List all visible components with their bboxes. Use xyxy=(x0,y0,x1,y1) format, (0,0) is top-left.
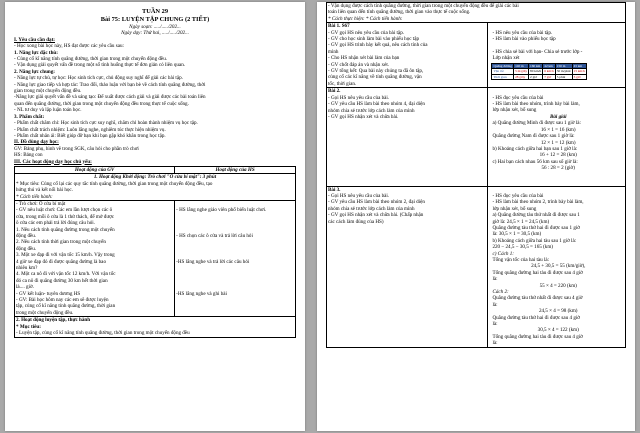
bai1-hs-line: - HS chia sẻ bài với bạn- Chia sẻ trước lớp - xyxy=(492,48,583,55)
bai2-gv-line: nhóm chia sẻ trước lớp cách làm của mình xyxy=(328,107,415,114)
objective-line: -Năng lực giải quyết vấn đề và sáng tạo: Để xuất được cách giải và giải được các bài toán liên xyxy=(14,94,206,101)
activity1-goal-cont: hứng thú và kết nối bài học. xyxy=(16,187,73,194)
bai2-gv-cell xyxy=(327,88,488,186)
objective-line: II. Đồ dùng dạy học: xyxy=(14,139,59,146)
gv-line: - Trò chơi: Ô cửa bí mật xyxy=(16,200,66,207)
gv-line: 2. Nêu cách tính thời gian trong một chuyển xyxy=(16,239,106,246)
speed-table-cell: 80 km/h xyxy=(530,69,542,74)
bai3-hs-line: giờ là: 24,5 × 1 = 24,5 (km) xyxy=(492,218,550,225)
gv-line: động đều. xyxy=(16,233,37,239)
bai1-gv-line: củng cố các kĩ năng về tính quãng đường, vận xyxy=(328,74,422,81)
bai1-gv-line: tốc, thời gian. xyxy=(328,80,357,87)
speed-table-cell: 42 km xyxy=(543,63,556,69)
bai3-gv-line: nhóm chia sẻ trước lớp cách làm của mình xyxy=(328,205,415,212)
bai2-hs-line: - HS làm bài theo nhóm, trình bày bài làm, xyxy=(492,101,580,108)
speed-table-cell: 6 km/h xyxy=(544,69,554,74)
bai3-hs-line: là: xyxy=(492,301,498,308)
bai1-hs-cell xyxy=(488,23,626,88)
objective-line: - Phẩm chất nhân ái: Biết giúp đỡ bạn khi bạn gặp khó khăn trong học tập. xyxy=(14,132,166,139)
document-page-left xyxy=(5,2,305,431)
activity1-header xyxy=(15,174,296,201)
objective-line: - Năng lực tự chủ, tự học: Học sinh tích cực, chủ động suy nghĩ để giải các bài tập. xyxy=(14,75,183,82)
activity1-title: 1. Hoạt động Khởi động: Trò chơi "Ô cửa bí mật": 3 phút xyxy=(93,174,217,181)
document-page-right xyxy=(317,2,635,431)
bai3-hs-line: Cách 2: xyxy=(492,289,509,296)
bai2-hs-line: lớp nhận xét, bổ sung xyxy=(492,107,537,114)
bai3-hs-line: 24,5 + 30,5 = 55 (km/giờ), xyxy=(531,263,586,270)
bai3-hs-line: Tổng quãng đường hai tàu đi được sau 4 giờ xyxy=(492,333,583,340)
bai3-hs-line: là: xyxy=(492,321,498,328)
gv-line: - GV nêu luật chơi: Các em lần lượt chọn các ô xyxy=(16,207,113,214)
speed-table-cell: 140 m xyxy=(514,63,529,69)
bai1-gv-line: - GV tổng kết: Qua bài này chúng ta đã ôn tập, xyxy=(328,68,424,75)
speed-table-cell: 5 phút xyxy=(555,74,572,80)
speed-table-row xyxy=(492,74,586,80)
speed-table-cell: Quãng đường xyxy=(493,63,513,68)
bai3-gv-line: - Gọi HS nêu yêu cầu của bài. xyxy=(328,192,390,199)
bai2-hs-line: - HS đọc yêu cầu của bài xyxy=(492,94,544,101)
objectives-section xyxy=(14,37,296,165)
bai1-gv-line: - GV gọi HS trình bày kết quả, nêu cách tính của xyxy=(328,42,428,49)
bai1-gv-line: - GV cho học sinh làm bài vào phiếu học tập xyxy=(328,36,420,43)
bai1-gv-line: - GV gọi HS nêu yêu cầu của bài tập. xyxy=(328,29,405,36)
activity2-title: 2. Hoạt động luyện tập, thực hành xyxy=(16,317,91,324)
bai2-hs-line: 16 + 12 = 28 (km) xyxy=(539,152,577,159)
bai1-gv-cell xyxy=(327,23,488,88)
gv-line: đó ca nô đi quãng đường 30 km hết thời gian xyxy=(16,277,108,284)
objective-line: - Phẩm chất trách nhiệm: Luôn lắng nghe, nghiêm túc thực hiện nhiệm vụ. xyxy=(14,126,166,133)
bai3-hs-line: Quãng đường tàu thứ nhất đi được sau 4 giờ xyxy=(492,295,583,302)
objective-line: III. Các hoạt động dạy học chủ yếu: xyxy=(14,158,92,165)
bai3-hs-cell xyxy=(488,186,626,347)
bai2-label: Bài 2. xyxy=(328,88,341,95)
activity1-method: * Cách tiến hành: xyxy=(16,193,53,200)
bai2-gv-line: - Gọi HS nêu yêu cầu của bài. xyxy=(328,94,390,101)
bai3-label: Bài 3. xyxy=(328,186,341,193)
gv-line: 3. Một xe đạp đi với vận tốc 15 km/h. Vậy trong xyxy=(16,252,115,259)
bai2-hs-line: a) Quãng đường Minh đi được sau 1 giờ là: xyxy=(492,120,581,127)
week-heading: TUẦN 29 xyxy=(141,8,169,15)
bai1-hs-line: - HS nêu yêu cầu của bài tập. xyxy=(492,29,553,36)
gv-line: 4 giờ xe đạp đó đi được quãng đường là bao xyxy=(16,258,106,265)
speed-table-cell: 2 giờ xyxy=(529,74,543,80)
bai1-hs-line: Lớp nhận xét xyxy=(492,55,520,62)
objective-line: quan đến quãng đường, thời gian trong một chuyển động đều trong thực tế cuộc sống. xyxy=(14,100,189,107)
bai3-hs-line: c) Cách 1: xyxy=(492,250,514,257)
objective-line: - Năng lực giao tiếp và hợp tác: Trao đổi, thảo luận với bạn bè về cách tính quãng đường, thời xyxy=(14,81,206,88)
objective-line: - NL tư duy và lập luận toán học. xyxy=(14,107,82,114)
objective-line: - Củng cố kĩ năng tính quãng đường, thời gian trong một chuyển động đều. xyxy=(14,56,168,63)
objective-line: - Phẩm chất chăm chỉ: Học sinh tích cực suy nghĩ, chăm chỉ hoàn thành nhiệm vụ học tập. xyxy=(14,120,198,127)
intro-line-3: * Cách thực hiện: * Cách tiến hành: xyxy=(328,15,403,22)
bai2-hs-cell xyxy=(488,88,626,186)
bai3-gv-line: các cách làm đúng của HS) xyxy=(328,218,384,225)
speed-table-cell: 28 giây xyxy=(514,74,529,80)
bai3-hs-line: Tổng vận tốc của hai tàu là: xyxy=(492,257,550,263)
practice-table xyxy=(326,2,626,348)
hs-activity-cell xyxy=(175,200,296,316)
speed-table-cell: 160 km xyxy=(529,63,543,69)
objective-line: I. Yêu cầu cần đạt: xyxy=(14,36,55,43)
bai3-hs-line: là: xyxy=(492,340,498,347)
speed-table-cell: Thời gian xyxy=(492,74,514,80)
bai2-hs-line: Bài giải xyxy=(549,113,567,120)
speed-table-cell: 3 giờ xyxy=(572,74,586,80)
hs-line: - HS lắng nghe giáo viên phổ biến luật chơi. xyxy=(176,207,267,214)
speed-table-cell: 30 m/phút xyxy=(556,69,571,74)
bai3-hs-line: Tổng quãng đường hai tàu đi được sau 4 giờ xyxy=(492,269,583,276)
bai3-hs-line: 55 × 4 = 220 (km) xyxy=(539,282,577,289)
objective-line: HS: Bảng con xyxy=(14,152,43,159)
gv-line: tập, củng cố kĩ năng tính quãng đường, thời gian xyxy=(16,303,116,310)
activity2-goal-label: * Mục tiêu: xyxy=(16,323,41,330)
gv-line: - GV kết luận- tuyên dương HS xyxy=(16,290,81,297)
bai3-hs-line: là: xyxy=(492,276,498,283)
date-taught: Ngày dạy: Thứ hai, ...../...../202... xyxy=(121,30,189,37)
objective-line: - Học xong bài học này, HS đạt được các yêu cầu sau: xyxy=(14,43,124,50)
bai3-hs-line: Quãng đường tàu thứ hai đi được sau 4 giờ xyxy=(492,314,580,321)
speed-table-cell: Vận tốc xyxy=(492,69,514,75)
bai2-gv-line: - GV gọi HS nhận xét và chữa bài. xyxy=(328,113,399,120)
bai3-hs-line: - HS làm bài theo nhóm 2, trình bày bài làm, xyxy=(492,199,584,206)
bai3-gv-line: - GV gọi HS nhận xét và chữa bài. (Chấp nhận xyxy=(328,212,424,219)
activity2-header xyxy=(15,317,296,337)
speed-table-cell: 15 km/h xyxy=(573,69,585,74)
hs-line: -HS lắng nghe và ghi bài xyxy=(176,290,227,297)
speed-table xyxy=(491,63,586,81)
bai1-hs-line: - HS làm bài vào phiếu học tập xyxy=(492,36,556,43)
bai3-hs-line: lớp nhận xét, bổ sung xyxy=(492,205,537,212)
bai3-hs-line: 30,5 × 4 = 122 (km) xyxy=(537,327,579,334)
gv-line: ô cửa các em phải trả lời đúng câu hỏi. xyxy=(16,220,96,227)
gv-line: động đều. xyxy=(16,245,37,252)
activity-table xyxy=(14,166,296,338)
objective-line: 1. Năng lực đặc thù: xyxy=(14,49,58,56)
bai3-hs-line: 24,5 × 4 = 98 (km) xyxy=(538,308,578,315)
bai2-hs-line: Quãng đường Nam đi được sau 1 giờ là: xyxy=(492,133,575,140)
objective-line: - Vận dụng giải quyết vấn đề trong một số tình huống thực tế đơn giản có liên quan. xyxy=(14,62,186,69)
speed-table-cell: 5 m/giây xyxy=(515,69,528,74)
bai2-hs-line: c) Hai bạn cách nhau 56 km sau số giờ là: xyxy=(492,158,578,165)
objective-line: GV: Bảng phụ, hình vẽ trong SGK, câu hỏi cho phần trò chơi xyxy=(14,145,139,152)
gv-line: trong một chuyển động đều. xyxy=(16,309,74,316)
gv-line: nhiêu km? xyxy=(16,265,38,272)
gv-line: 4. Một ca nô đi với vận tốc 12 km/h. Với vận tốc xyxy=(16,271,116,278)
bai1-gv-line: mình xyxy=(328,48,339,55)
bai2-hs-line: 12 × 1 = 12 (km) xyxy=(540,139,576,146)
gv-activity-cell xyxy=(15,200,175,316)
activity2-goal: - Luyện tập, củng cố kĩ năng tính quãng đường, thời gian trong một chuyển động đều xyxy=(16,330,190,337)
bai3-hs-line: Quãng đường tàu thứ hai đi được sau 1 giờ xyxy=(492,224,580,231)
bai2-hs-line: 16 × 1 = 16 (km) xyxy=(540,126,576,133)
intro-line-2: toán liên quan đến tính quãng đường, thời gian vào thực tế cuộc sống. xyxy=(328,9,471,16)
bai2-gv-line: - GV yêu cầu HS làm bài theo nhóm 4, đại diện xyxy=(328,101,425,108)
hs-line: -HS lắng nghe và trả lời các câu hỏi xyxy=(176,258,250,265)
gv-line: là.... giờ. xyxy=(16,284,34,291)
bai3-hs-line: b) Khoảng cách giữa hai tàu sau 1 giờ là: xyxy=(492,237,577,244)
practice-intro xyxy=(327,3,626,23)
bai3-hs-line: 220 − 24,5 − 30,5 = 165 (km) xyxy=(492,244,553,251)
speed-table-cell: 45 km xyxy=(572,63,586,69)
objective-line: 3. Phẩm chất: xyxy=(14,113,45,120)
objective-line: gian trong một chuyển động đều. xyxy=(14,88,82,95)
bai3-hs-line: a) Quãng đường tàu thứ nhất đi được sau 1 xyxy=(492,212,580,219)
bai1-gv-line: - Cho HS nhận xét bài làm của bạn xyxy=(328,55,400,62)
bai2-hs-line: 56 : 28 = 2 (giờ) xyxy=(541,165,575,172)
activity1-goal: * Mục tiêu: Củng cố lại các quy tắc tính quãng đường, thời gian trong một chuyển động đều, tạo xyxy=(16,180,213,187)
bai3-gv-cell xyxy=(327,186,488,347)
bai2-hs-line: b) Khoảng cách giữa hai bạn sau 1 giờ là: xyxy=(492,145,578,152)
gv-line: - GV: Bài học hôm nay các em sẽ được luyện xyxy=(16,297,109,304)
gv-line: cửa, trong mỗi ô cửa là 1 thử thách, để mở được xyxy=(16,213,115,220)
hs-line: - HS chọn các ô cửa và trả lời câu hỏi xyxy=(176,232,253,239)
date-prepared: Ngày soạn: ...../...../202... xyxy=(129,24,181,30)
intro-line-1: - Vận dụng được cách tính quãng đường, thời gian trong một chuyển động đều để giải các bài xyxy=(328,3,519,9)
hs-column-header: Hoạt động của HS xyxy=(175,166,296,173)
speed-table-cell: 7 giờ xyxy=(543,74,556,80)
bai1-gv-line: - GV chốt đáp án và nhận xét. xyxy=(328,61,390,68)
gv-line: 1. Nêu cách tính quãng đường trong một chuyển xyxy=(16,226,115,233)
speed-table-cell: 150 m xyxy=(555,63,572,69)
bai3-hs-line: - HS đọc yêu cầu của bài xyxy=(492,192,544,199)
bai3-hs-line: là: 30,5 × 1 = 30,5 (km) xyxy=(492,231,542,238)
bai1-label: Bài 1. S67 xyxy=(328,23,350,30)
lesson-title: Bài 75: LUYỆN TẬP CHUNG (2 TIẾT) xyxy=(100,16,210,23)
bai3-gv-line: - GV yêu cầu HS làm bài theo nhóm 2, đại diện xyxy=(328,199,425,206)
objective-line: 2. Năng lực chung: xyxy=(14,68,55,75)
gv-column-header: Hoạt động của GV xyxy=(15,166,175,173)
